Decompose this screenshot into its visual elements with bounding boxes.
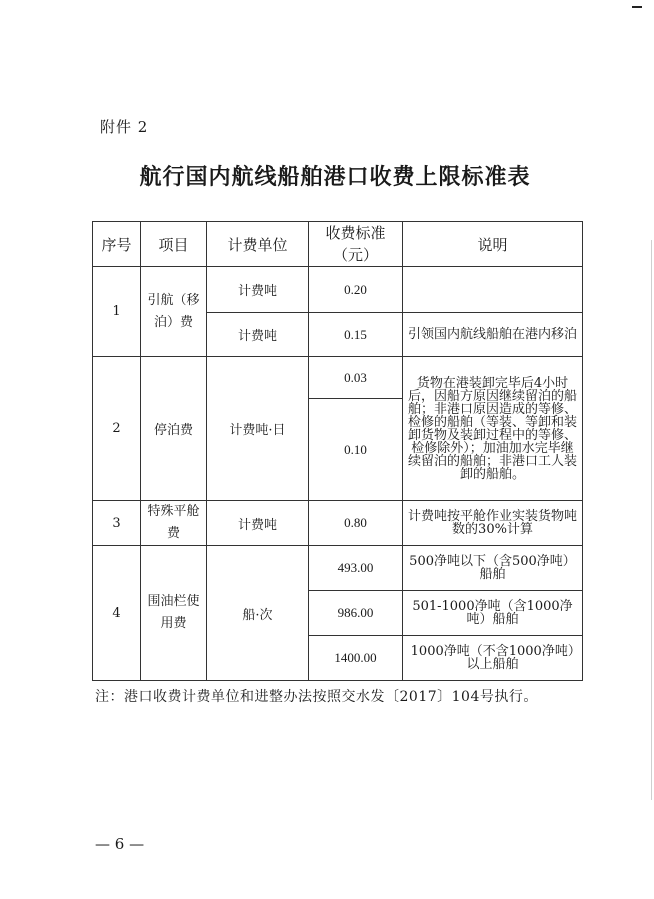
page-title: 航行国内航线船舶港口收费上限标准表 <box>139 164 531 190</box>
table-row <box>93 357 583 399</box>
row-note: 引领国内航线船舶在港内移泊 <box>403 313 583 357</box>
row-unit: 计费吨 <box>207 313 309 357</box>
row-no: 2 <box>93 357 141 501</box>
header-no: 序号 <box>93 222 141 267</box>
header-item: 项目 <box>141 222 207 267</box>
row-unit: 船·次 <box>207 546 309 681</box>
row-value: 0.15 <box>309 313 403 357</box>
scan-corner-mark <box>632 6 642 8</box>
row-value: 0.03 <box>309 357 403 399</box>
row-note: 货物在港装卸完毕后4小时后，因船方原因继续留泊的船舶；非港口原因造成的等修、检修的船舶（等装、等卸和装卸货物及装卸过程中的等修、检修除外）；加油加水完毕继续留泊的船舶；非港口工人装卸的船舶。 <box>403 357 583 501</box>
row-no: 3 <box>93 501 141 546</box>
header-unit: 计费单位 <box>207 222 309 267</box>
row-note: 1000净吨（不含1000净吨）以上船舶 <box>403 636 583 681</box>
row-value: 1400.00 <box>309 636 403 681</box>
row-unit: 计费吨·日 <box>207 357 309 501</box>
row-value: 986.00 <box>309 591 403 636</box>
header-note: 说明 <box>403 222 583 267</box>
row-value: 0.20 <box>309 267 403 313</box>
fee-table <box>92 221 583 681</box>
row-value: 0.10 <box>309 399 403 501</box>
header-fee: 收费标准（元） <box>309 222 403 267</box>
row-unit: 计费吨 <box>207 501 309 546</box>
row-note: 501-1000净吨（含1000净吨）船舶 <box>403 591 583 636</box>
row-unit: 计费吨 <box>207 267 309 313</box>
table-row <box>93 267 583 313</box>
row-no: 4 <box>93 546 141 681</box>
row-value: 493.00 <box>309 546 403 591</box>
row-item: 引航（移泊）费 <box>141 267 207 357</box>
footnote: 注：港口收费计费单位和进整办法按照交水发〔2017〕104号执行。 <box>95 689 538 705</box>
row-item: 特殊平舱费 <box>141 501 207 546</box>
scan-edge-line <box>651 240 652 800</box>
row-note: 计费吨按平舱作业实装货物吨数的30%计算 <box>403 501 583 546</box>
page-number: — 6 — <box>95 835 145 853</box>
row-item: 停泊费 <box>141 357 207 501</box>
table-header-row <box>93 222 583 267</box>
table-row <box>93 546 583 591</box>
row-note: 500净吨以下（含500净吨）船舶 <box>403 546 583 591</box>
row-value: 0.80 <box>309 501 403 546</box>
table-row <box>93 501 583 546</box>
row-no: 1 <box>93 267 141 357</box>
row-item: 围油栏使用费 <box>141 546 207 681</box>
attachment-label: 附件 2 <box>100 118 149 136</box>
row-note <box>403 267 583 313</box>
